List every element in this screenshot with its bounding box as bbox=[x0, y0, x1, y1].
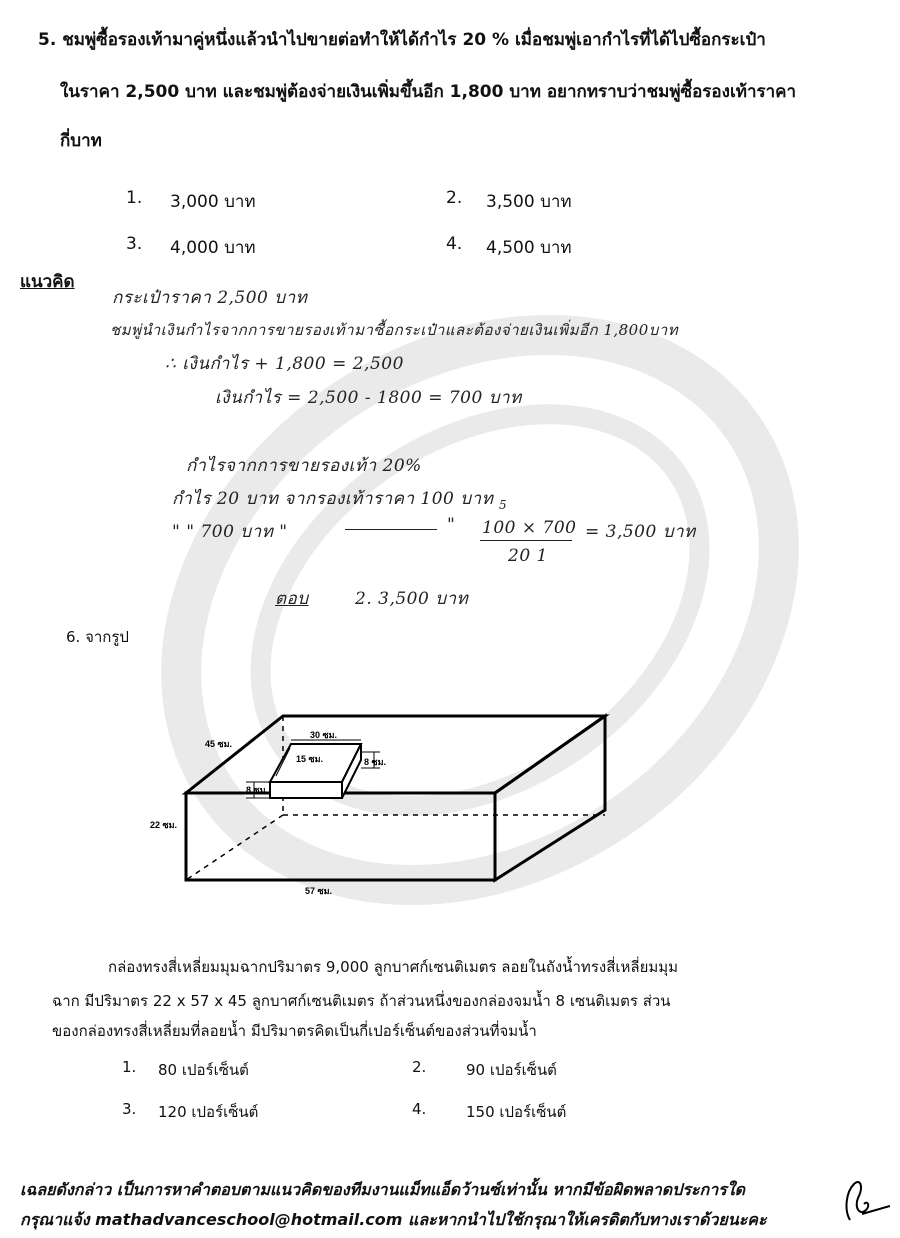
q5-option-4-num: 4. bbox=[446, 234, 463, 254]
footer-line1: เฉลยดังกล่าว เป็นการหาคำตอบตามแนวคิดของทีมงานแม็ทแอ็ดว้านซ์เท่านั้น หากมีข้อผิดพลาดประการใด bbox=[20, 1180, 745, 1199]
label-57: 57 ซม. bbox=[305, 886, 333, 896]
tank-top-face bbox=[186, 716, 605, 793]
q6-para-line3: ของกล่องทรงสี่เหลี่ยมที่ลอยน้ำ มีปริมาตรคิดเป็นกี่เปอร์เซ็นต์ของส่วนที่จมน้ำ bbox=[52, 1022, 537, 1040]
q5-option-2-num: 2. bbox=[446, 188, 463, 208]
tank-side-face bbox=[495, 716, 605, 880]
q6-para-line1: กล่องทรงสี่เหลี่ยมมุมฉากปริมาตร 9,000 ลูกบาศก์เซนติเมตร ลอยในถังน้ำทรงสี่เหลี่ยมมุม bbox=[108, 958, 679, 976]
q6-option-3-num: 3. bbox=[122, 1100, 137, 1118]
tank-front-face bbox=[186, 793, 495, 880]
q6-option-4: 150 เปอร์เซ็นต์ bbox=[466, 1103, 567, 1121]
q6-option-1: 80 เปอร์เซ็นต์ bbox=[158, 1061, 249, 1079]
solution-fraction-num: 100 × 700 bbox=[482, 518, 577, 538]
box-figure bbox=[150, 700, 620, 900]
q5-option-3: 4,000 บาท bbox=[170, 238, 256, 258]
footer-line2: กรุณาแจ้ง mathadvanceschool@hotmail.com และหากนำไปใช้กรุณาให้เครดิตกับทางเราด้วยนะคะ bbox=[20, 1210, 767, 1229]
q6-para-line2: ฉาก มีปริมาตร 22 x 57 x 45 ลูกบาศก์เซนติเมตร ถ้าส่วนหนึ่งของกล่องจมน้ำ 8 เซนติเมตร ส่วน bbox=[52, 992, 671, 1010]
solution-line-4: เงินกำไร = 2,500 - 1800 = 700 บาท bbox=[215, 388, 522, 408]
solution-dash-line bbox=[345, 529, 437, 530]
q5-option-3-num: 3. bbox=[126, 234, 143, 254]
q5-option-1-num: 1. bbox=[126, 188, 143, 208]
solution-heading: แนวคิด bbox=[20, 272, 75, 292]
q6-option-2: 90 เปอร์เซ็นต์ bbox=[466, 1061, 557, 1079]
solution-result: = 3,500 บาท bbox=[585, 522, 696, 542]
q5-line1: 5. ชมพู่ซื้อรองเท้ามาคู่หนึ่งแล้วนำไปขายต่อทำให้ได้กำไร 20 % เมื่อชมพู่เอากำไรที่ได้ไปซื้อกระเป๋า bbox=[38, 30, 766, 50]
solution-fraction-den: 20 1 bbox=[508, 546, 548, 566]
solution-cancel-5: 5 bbox=[499, 498, 508, 512]
q6-title: 6. จากรูป bbox=[66, 628, 129, 646]
small-box bbox=[270, 744, 361, 798]
q5-option-1: 3,000 บาท bbox=[170, 192, 256, 212]
q5-option-4: 4,500 บาท bbox=[486, 238, 572, 258]
solution-line-7: " " 700 บาท " bbox=[172, 522, 288, 542]
solution-line-1: กระเป๋าราคา 2,500 บาท bbox=[112, 288, 308, 308]
label-22: 22 ซม. bbox=[150, 820, 178, 830]
solution-answer: 2. 3,500 บาท bbox=[355, 589, 469, 609]
solution-line-2: ชมพู่นำเงินกำไรจากการขายรองเท้ามาซื้อกระเป๋าและต้องจ่ายเงินเพิ่มอีก 1,800บาท bbox=[110, 321, 679, 339]
q6-option-4-num: 4. bbox=[412, 1100, 427, 1118]
label-15: 15 ซม. bbox=[296, 754, 324, 764]
q6-option-1-num: 1. bbox=[122, 1058, 137, 1076]
q5-line2: ในราคา 2,500 บาท และชมพู่ต้องจ่ายเงินเพิ่มขึ้นอีก 1,800 บาท อยากทราบว่าชมพู่ซื้อรองเท้าราคา bbox=[60, 82, 797, 102]
signature-mark bbox=[838, 1170, 893, 1230]
q5-option-2: 3,500 บาท bbox=[486, 192, 572, 212]
solution-line-3: ∴ เงินกำไร + 1,800 = 2,500 bbox=[165, 354, 404, 374]
q6-option-2-num: 2. bbox=[412, 1058, 427, 1076]
solution-fraction-bar bbox=[480, 540, 572, 541]
q5-line3: กี่บาท bbox=[60, 131, 102, 151]
q6-option-3: 120 เปอร์เซ็นต์ bbox=[158, 1103, 259, 1121]
solution-line-6: กำไร 20 บาท จากรองเท้าราคา 100 บาท bbox=[172, 489, 494, 509]
solution-line-5: กำไรจากการขายรองเท้า 20% bbox=[186, 456, 422, 476]
label-8-left: 8 ซม. bbox=[246, 785, 269, 795]
solution-line-8: " bbox=[447, 515, 456, 535]
label-30: 30 ซม. bbox=[310, 730, 338, 740]
label-8-right: 8 ซม. bbox=[364, 757, 387, 767]
solution-answer-label: ตอบ bbox=[275, 589, 309, 609]
label-45: 45 ซม. bbox=[205, 739, 233, 749]
